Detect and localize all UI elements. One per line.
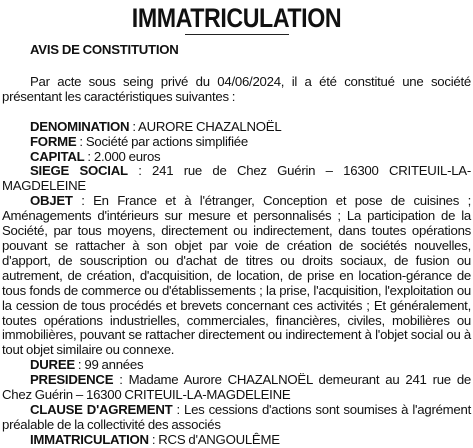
field-value: 2.000 euros <box>93 148 161 164</box>
field-siege-social <box>2 164 471 194</box>
field-immatriculation <box>2 433 471 448</box>
field-label: DUREE <box>30 357 75 373</box>
field-value: Société par actions simplifiée <box>85 133 248 149</box>
field-separator: : <box>113 372 129 388</box>
field-presidence <box>2 373 471 403</box>
field-duree <box>2 358 471 373</box>
headline-rule <box>185 34 289 35</box>
field-separator: : <box>127 163 153 179</box>
field-label: DENOMINATION <box>30 118 130 134</box>
field-capital <box>2 150 471 165</box>
field-separator: : <box>76 133 86 149</box>
intro-paragraph: Par acte sous seing privé du 04/06/2024, il a été constitué une société présentant les caractéristiques suivantes : <box>2 73 471 104</box>
notice-headline: IMMATRICULATION <box>131 3 342 33</box>
field-label: PRESIDENCE <box>30 372 114 388</box>
field-value: 241 rue de Chez Guérin – 16300 CRITEUIL-LA-MAGDELEINE <box>2 163 471 194</box>
field-separator: : <box>72 193 94 209</box>
field-value: RCS d'ANGOULÊME <box>158 431 280 447</box>
field-separator: : <box>84 148 94 164</box>
company-fields <box>2 120 471 448</box>
field-denomination <box>2 120 471 135</box>
field-separator: : <box>74 357 85 373</box>
field-value: Les cessions d'actions sont soumises à l'agrément préalable de la collectivité des associés <box>2 401 471 432</box>
field-label: SIEGE SOCIAL <box>30 163 128 179</box>
field-separator: : <box>129 118 139 134</box>
field-label: CLAUSE D'AGREMENT <box>30 401 173 417</box>
field-objet <box>2 194 471 358</box>
notice-subhead: AVIS DE CONSTITUTION <box>30 42 179 57</box>
field-separator: : <box>172 401 184 417</box>
field-value: Madame Aurore CHAZALNOËL demeurant au 241 rue de Chez Guérin – 16300 CRITEUIL-LA-MAGDELEINE <box>2 372 471 403</box>
field-label: OBJET <box>30 193 73 209</box>
field-value: 99 années <box>84 357 144 373</box>
field-clause-agrement <box>2 403 471 433</box>
field-label: CAPITAL <box>30 148 85 164</box>
field-forme <box>2 135 471 150</box>
field-label: IMMATRICULATION <box>30 431 149 447</box>
notice-body <box>2 43 471 448</box>
field-value: En France et à l'étranger, Conception et pose de cuisines ; Aménagements d'intérieurs sur mesure et personnalisés ; La participation de la Société, par tous moyens, directement ou indirectement, dans toutes opérations pouvant se rattacher à son objet par voie de création de sociétés nouvelles, d'apport, de souscription ou d'achat de titres ou droits sociaux, de fusion ou autrement, de création, d'acquisition, de location, de prise en location-gérance de tous fonds de commerce ou d'établissements ; la prise, l'acquisition, l'exploitation ou la cession de tous procédés et brevets concernant ces activités ; Et généralement, toutes opérations industrielles, commerciales, financières, civiles, mobilières ou immobilières, pouvant se rattacher directement ou indirectement à l'objet social ou à tout objet similaire ou connexe. <box>2 193 471 358</box>
field-separator: : <box>148 431 159 447</box>
field-value: AURORE CHAZALNOËL <box>138 118 282 134</box>
field-label: FORME <box>30 133 77 149</box>
